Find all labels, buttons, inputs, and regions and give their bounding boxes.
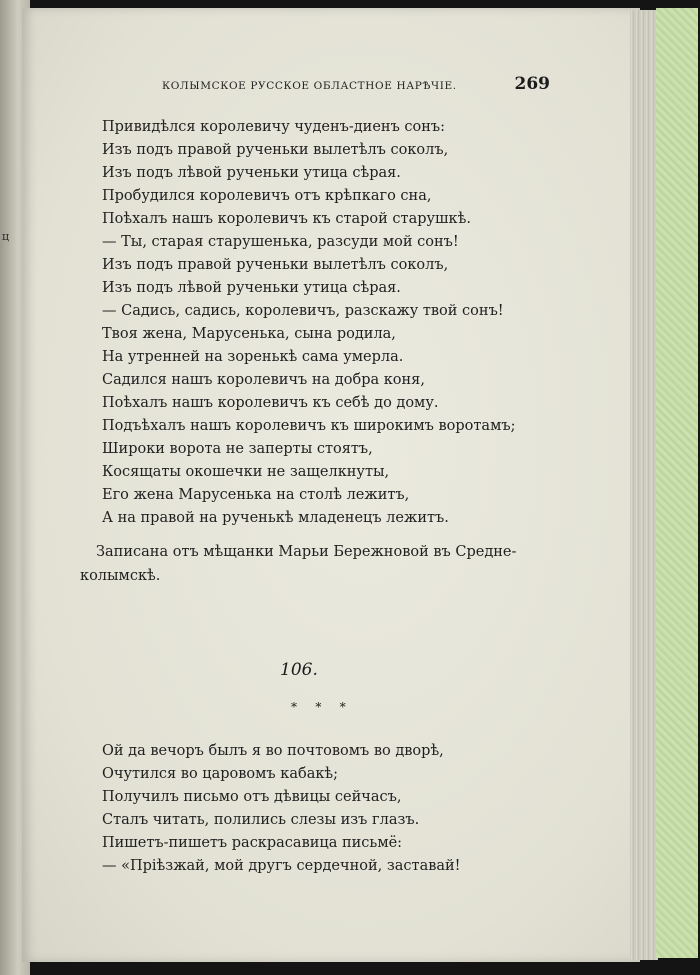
asterism-divider: * * * — [291, 700, 354, 714]
verse-line: Сталъ читать, полились слезы изъ глазъ. — [102, 812, 420, 828]
verse-line: — Ты, старая старушенька, разсуди мой сонъ! — [102, 234, 459, 250]
verse-line: Изъ подъ правой рученьки вылетѣлъ соколъ, — [102, 142, 449, 158]
verse-line: Ой да вечоръ былъ я во почтовомъ во дворѣ, — [102, 743, 444, 759]
verse-line: На утренней на зоренькѣ сама умерла. — [102, 349, 404, 365]
source-note: Записана отъ мѣщанки Марьи Бережновой въ Средне-колымскѣ. — [80, 544, 517, 584]
verse-line: Изъ подъ лѣвой рученьки утица сѣрая. — [102, 280, 401, 296]
verse-line: Садился нашъ королевичъ на добра коня, — [102, 372, 425, 388]
verse-line: Изъ подъ правой рученьки вылетѣлъ соколъ, — [102, 257, 449, 273]
book-cover-edge — [656, 8, 698, 958]
poem-stanza-2 — [102, 740, 461, 878]
verse-line: Пишетъ-пишетъ раскрасавица письмё: — [102, 835, 403, 851]
verse-line: Поѣхалъ нашъ королевичъ къ себѣ до дому. — [102, 395, 439, 411]
verse-line: Пробудился королевичъ отъ крѣпкаго сна, — [102, 188, 432, 204]
verse-line: Привидѣлся королевичу чуденъ-диенъ сонъ: — [102, 119, 446, 135]
page-number: 269 — [514, 74, 550, 94]
verse-line: Широки ворота не заперты стоятъ, — [102, 441, 373, 457]
verse-line: Его жена Марусенька на столѣ лежитъ, — [102, 487, 410, 503]
verse-line: Подъѣхалъ нашъ королевичъ къ широкимъ воротамъ; — [102, 418, 516, 434]
verse-line: Поѣхалъ нашъ королевичъ къ старой старушкѣ. — [102, 211, 471, 227]
song-number: 106. — [280, 660, 318, 680]
verse-line: — «Пріѣзжай, мой другъ сердечной, заставай! — [102, 858, 461, 874]
verse-line: — Садись, садись, королевичъ, разскажу твой сонъ! — [102, 303, 504, 319]
running-title: КОЛЫМСКОЕ РУССКОЕ ОБЛАСТНОЕ НАРѢЧІЕ. — [162, 80, 457, 92]
verse-line: Получилъ письмо отъ дѣвицы сейчасъ, — [102, 789, 402, 805]
page-header — [80, 70, 550, 96]
poem-stanza-1 — [102, 116, 515, 530]
facing-page-glyph: ц — [2, 230, 10, 243]
verse-line: Очутился во царовомъ кабакѣ; — [102, 766, 339, 782]
verse-line: Косящаты окошечки не защелкнуты, — [102, 464, 390, 480]
verse-line: Твоя жена, Марусенька, сына родила, — [102, 326, 396, 342]
verse-line: А на правой на рученькѣ младенецъ лежитъ. — [102, 510, 449, 526]
page-stack-edge — [630, 10, 658, 960]
verse-line: Изъ подъ лѣвой рученьки утица сѣрая. — [102, 165, 401, 181]
